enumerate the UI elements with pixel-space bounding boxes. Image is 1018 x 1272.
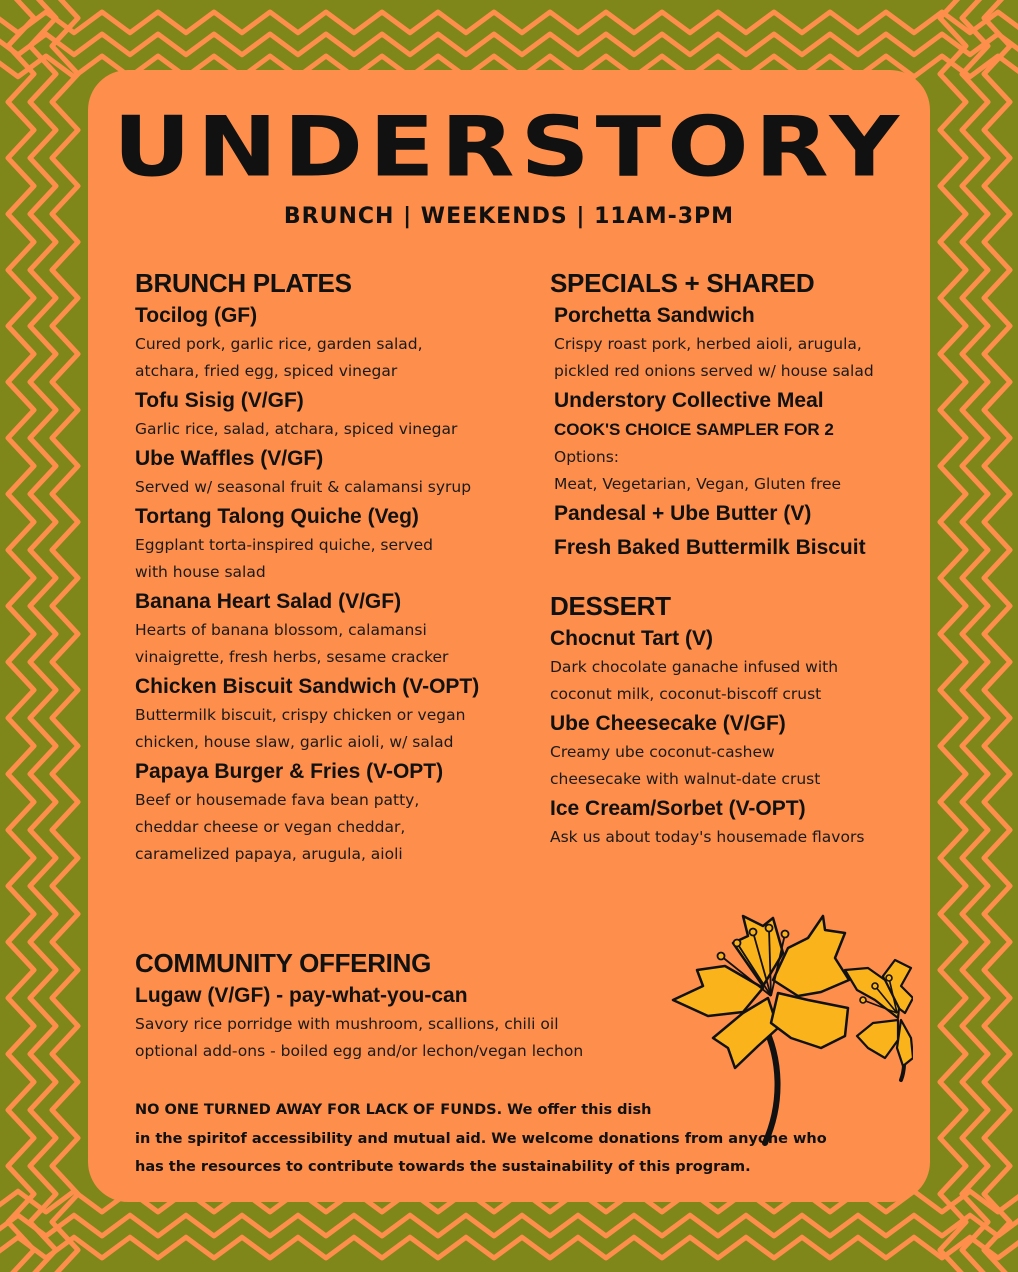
menu-item-description: Crispy roast pork, herbed aioli, arugula, xyxy=(554,335,862,353)
menu-item-name: Papaya Burger & Fries (V-OPT) xyxy=(135,760,444,783)
menu-item-description: cheddar cheese or vegan cheddar, xyxy=(135,818,406,836)
menu-item-description: Savory rice porridge with mushroom, scallions, chili oil xyxy=(135,1015,559,1033)
menu-item-description: Creamy ube coconut-cashew xyxy=(550,743,775,761)
menu-item-description: Ask us about today's housemade flavors xyxy=(550,828,865,846)
menu-item-description: coconut milk, coconut-biscoff crust xyxy=(550,685,822,703)
sampler-note: COOK'S CHOICE SAMPLER FOR 2 xyxy=(554,420,834,439)
menu-item-name: Chicken Biscuit Sandwich (V-OPT) xyxy=(135,675,480,698)
menu-item-description: optional add-ons - boiled egg and/or lechon/vegan lechon xyxy=(135,1042,584,1060)
menu-item-description: vinaigrette, fresh herbs, sesame cracker xyxy=(135,648,449,666)
menu-item-name: Lugaw (V/GF) - pay-what-you-can xyxy=(135,984,468,1007)
menu-item-name: Tortang Talong Quiche (Veg) xyxy=(135,505,419,528)
section-heading-dessert: DESSERT xyxy=(550,591,671,621)
menu-item-name: Tofu Sisig (V/GF) xyxy=(135,389,304,412)
section-heading-community: COMMUNITY OFFERING xyxy=(135,948,431,978)
menu-item-description: Cured pork, garlic rice, garden salad, xyxy=(135,335,423,353)
menu-item-description: chicken, house slaw, garlic aioli, w/ salad xyxy=(135,733,454,751)
menu-item-description: caramelized papaya, arugula, aioli xyxy=(135,845,403,863)
menu-item-description: Buttermilk biscuit, crispy chicken or vegan xyxy=(135,706,466,724)
menu-panel xyxy=(88,70,930,1202)
restaurant-title: UNDERSTORY xyxy=(113,98,905,196)
community-offering-section xyxy=(135,946,695,1065)
menu-item-description: Served w/ seasonal fruit & calamansi syrup xyxy=(135,478,472,496)
flower-illustration xyxy=(613,908,913,1158)
menu-item-name: Tocilog (GF) xyxy=(135,304,258,327)
menu-item-description: Garlic rice, salad, atchara, spiced vinegar xyxy=(135,420,458,438)
menu-item-name: Porchetta Sandwich xyxy=(554,304,755,327)
menu-item-description: Meat, Vegetarian, Vegan, Gluten free xyxy=(554,475,842,493)
menu-item-name: Fresh Baked Buttermilk Biscuit xyxy=(554,536,866,559)
menu-item-name: Pandesal + Ube Butter (V) xyxy=(554,502,812,525)
menu-item-description: with house salad xyxy=(135,563,266,581)
service-hours: BRUNCH | WEEKENDS | 11AM-3PM xyxy=(283,204,735,229)
brunch-plates-section xyxy=(135,266,545,868)
menu-item-name: Chocnut Tart (V) xyxy=(550,627,713,650)
menu-item-name: Understory Collective Meal xyxy=(554,389,824,412)
menu-item-name: Ube Waffles (V/GF) xyxy=(135,447,324,470)
section-heading-specials: SPECIALS + SHARED xyxy=(550,268,815,298)
menu-item-name: Ube Cheesecake (V/GF) xyxy=(550,712,786,735)
menu-item-description: Options: xyxy=(554,448,620,466)
menu-item-description: Beef or housemade fava bean patty, xyxy=(135,791,420,809)
specials-section xyxy=(550,266,920,851)
section-heading-brunch-plates: BRUNCH PLATES xyxy=(135,268,352,298)
menu-item-description: Hearts of banana blossom, calamansi xyxy=(135,621,427,639)
menu-item-description: Dark chocolate ganache infused with xyxy=(550,658,839,676)
menu-item-description: atchara, fried egg, spiced vinegar xyxy=(135,362,398,380)
menu-item-description: cheesecake with walnut-date crust xyxy=(550,770,821,788)
mutual-aid-notice: NO ONE TURNED AWAY FOR LACK OF FUNDS. We offer this dish in the spiritof accessibility and mutual aid. We welcome donations from anyone who has the resources to contribute towards the sustainability of this program. xyxy=(135,1102,827,1175)
menu-item-description: pickled red onions served w/ house salad xyxy=(554,362,874,380)
menu-item-description: Eggplant torta-inspired quiche, served xyxy=(135,536,433,554)
menu-item-name: Ice Cream/Sorbet (V-OPT) xyxy=(550,797,806,820)
menu-item-name: Banana Heart Salad (V/GF) xyxy=(135,590,402,613)
